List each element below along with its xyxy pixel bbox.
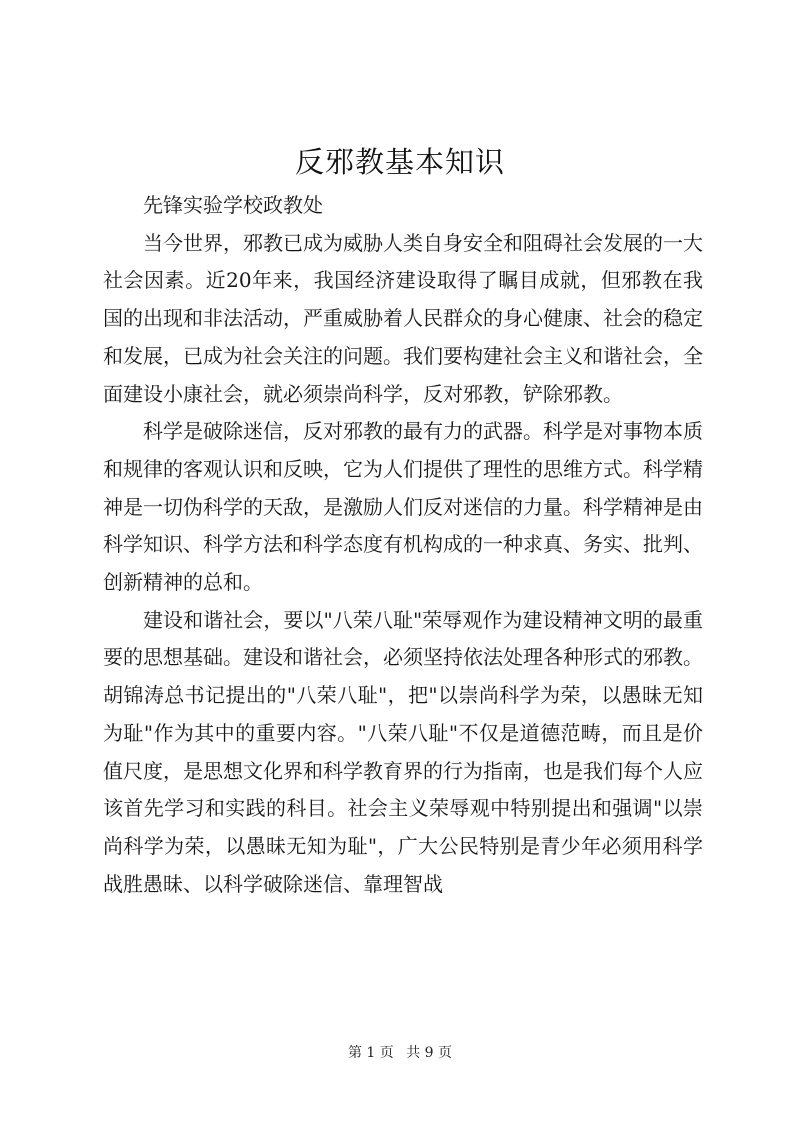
page-total: 共 9 页 [406, 1045, 453, 1061]
paragraph-1: 当今世界，邪教已成为威胁人类自身安全和阻碍社会发展的一大社会因素。近20年来，我国经济建设取得了瞩目成就，但邪教在我国的出现和非法活动，严重威胁着人民群众的身心健康、社会的稳定和发展，已成为社会关注的问题。我们要构建社会主义和谐社会，全面建设小康社会，就必须崇尚科学，反对邪教，铲除邪教。 [103, 230, 703, 406]
paragraph-2: 科学是破除迷信，反对邪教的最有力的武器。科学是对事物本质和规律的客观认识和反映，它为人们提供了理性的思维方式。科学精神是一切伪科学的天敌，是激励人们反对迷信的力量。科学精神是由科学知识、科学方法和科学态度有机构成的一种求真、务实、批判、创新精神的总和。 [103, 419, 703, 595]
page-number: 第 1 页 [347, 1045, 394, 1061]
document-body [103, 187, 703, 903]
document-title: 反邪教基本知识 [294, 145, 505, 179]
page-footer [0, 1043, 800, 1063]
paragraph-3: 建设和谐社会，要以"八荣八耻"荣辱观作为建设精神文明的最重要的思想基础。建设和谐社会，必须坚持依法处理各种形式的邪教。胡锦涛总书记提出的"八荣八耻"，把"以崇尚科学为荣，以愚昧无知为耻"作为其中的重要内容。"八荣八耻"不仅是道德范畴，而且是价值尺度，是思想文化界和科学教育界的行为指南，也是我们每个人应该首先学习和实践的科目。社会主义荣辱观中特别提出和强调"以崇尚科学为荣，以愚昧无知为耻"，广大公民特别是青少年必须用科学战胜愚昧、以科学破除迷信、靠理智战 [103, 607, 703, 896]
author-line: 先锋实验学校政教处 [143, 193, 323, 217]
